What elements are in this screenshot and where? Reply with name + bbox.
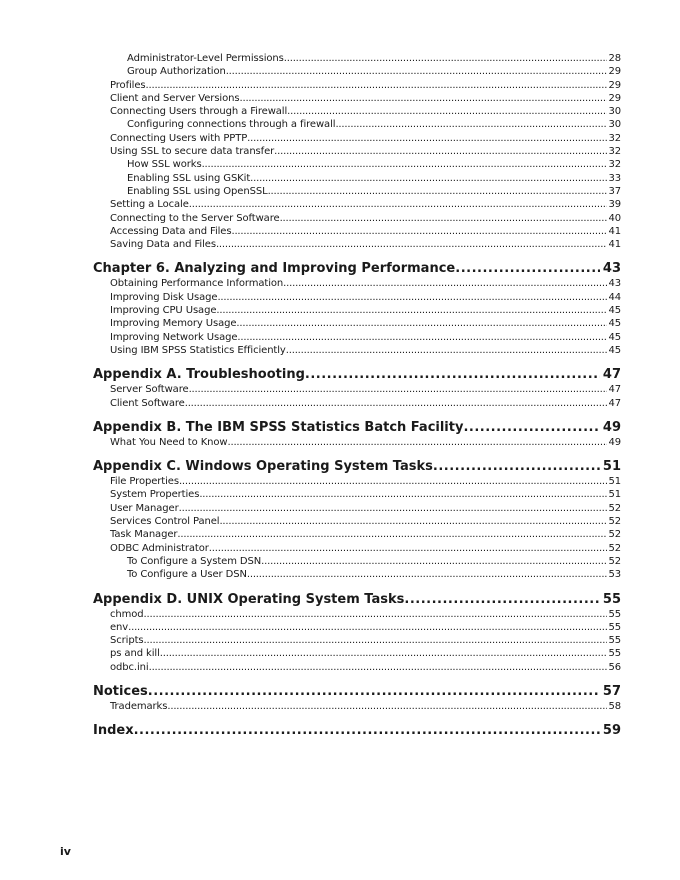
toc-entry-title: Appendix A. Troubleshooting — [93, 367, 305, 383]
toc-entry[interactable] — [93, 344, 621, 357]
dot-leader — [239, 92, 607, 105]
toc-entry-title: What You Need to Know — [110, 436, 228, 448]
dot-leader — [148, 684, 600, 700]
toc-page-number: 53 — [608, 569, 621, 581]
toc-entry-title: Notices — [93, 683, 148, 699]
toc-chapter-entry[interactable] — [93, 459, 621, 475]
dot-leader — [463, 420, 599, 436]
toc-chapter-entry[interactable] — [93, 261, 621, 277]
dot-leader — [231, 225, 607, 238]
toc-page-number: 59 — [602, 723, 621, 739]
toc-entry[interactable] — [93, 528, 621, 541]
toc-page-number: 44 — [608, 291, 621, 303]
toc-entry[interactable] — [93, 158, 621, 171]
table-of-contents — [93, 52, 621, 739]
toc-page-number: 43 — [608, 278, 621, 290]
toc-entry[interactable] — [93, 65, 621, 78]
toc-entry[interactable] — [93, 542, 621, 555]
toc-entry-title: Chapter 6. Analyzing and Improving Performance — [93, 261, 456, 277]
toc-entry-title: ODBC Administrator — [110, 542, 209, 554]
toc-page-number: 58 — [608, 700, 621, 712]
toc-entry-title: System Properties — [110, 489, 200, 501]
dot-leader — [144, 608, 608, 621]
toc-entry-title: Connecting Users through a Firewall — [110, 106, 288, 118]
toc-entry[interactable] — [93, 317, 621, 330]
toc-entry[interactable] — [93, 383, 621, 396]
toc-chapter-entry[interactable] — [93, 592, 621, 608]
toc-entry-title: odbc.ini — [110, 661, 149, 673]
dot-leader — [167, 700, 607, 713]
toc-entry[interactable] — [93, 105, 621, 118]
dot-leader — [404, 592, 600, 608]
dot-leader — [209, 542, 608, 555]
toc-entry-title: ps and kill — [110, 648, 160, 660]
dot-leader — [433, 459, 600, 475]
dot-leader — [284, 52, 608, 65]
toc-entry[interactable] — [93, 185, 621, 198]
toc-page-number: 49 — [608, 436, 621, 448]
dot-leader — [177, 528, 607, 541]
toc-page-number: 51 — [608, 489, 621, 501]
toc-entry[interactable] — [93, 238, 621, 251]
toc-page-number: 47 — [608, 397, 621, 409]
toc-page-number: 57 — [602, 683, 621, 699]
toc-page-number: 29 — [608, 92, 621, 104]
toc-page-number: 30 — [608, 119, 621, 131]
dot-leader — [179, 475, 608, 488]
toc-entry-title: Trademarks — [110, 700, 168, 712]
dot-leader — [305, 367, 600, 383]
toc-entry-title: To Configure a System DSN — [127, 555, 262, 567]
toc-entry-title: Saving Data and Files — [110, 239, 216, 251]
toc-entry-title: Index — [93, 723, 134, 739]
toc-page-number: 40 — [608, 212, 621, 224]
toc-entry-title: Group Authorization — [127, 66, 226, 78]
toc-chapter-entry[interactable] — [93, 367, 621, 383]
dot-leader — [189, 198, 608, 211]
page-number: iv — [60, 845, 71, 858]
toc-page-number: 39 — [608, 199, 621, 211]
toc-entry-title: Task Manager — [110, 529, 178, 541]
dot-leader — [280, 212, 608, 225]
toc-entry[interactable] — [93, 502, 621, 515]
toc-entry-title: Appendix C. Windows Operating System Tasks — [93, 459, 433, 475]
toc-page-number: 32 — [608, 159, 621, 171]
toc-entry[interactable] — [93, 397, 621, 410]
toc-entry[interactable] — [93, 198, 621, 211]
dot-leader — [274, 145, 607, 158]
dot-leader — [287, 105, 607, 118]
dot-leader — [228, 436, 608, 449]
dot-leader — [179, 502, 608, 515]
dot-leader — [247, 568, 608, 581]
toc-entry-title: User Manager — [110, 502, 179, 514]
toc-page-number: 51 — [608, 476, 621, 488]
dot-leader — [202, 158, 608, 171]
toc-entry[interactable] — [93, 225, 621, 238]
toc-entry[interactable] — [93, 555, 621, 568]
dot-leader — [219, 515, 607, 528]
toc-page-number: 55 — [608, 608, 621, 620]
dot-leader — [149, 661, 608, 674]
toc-page-number: 55 — [602, 591, 621, 607]
toc-entry-title: Setting a Locale — [110, 199, 189, 211]
toc-entry-title: Improving CPU Usage — [110, 305, 217, 317]
toc-entry-title: Accessing Data and Files — [110, 225, 232, 237]
toc-entry[interactable] — [93, 145, 621, 158]
toc-chapter-entry[interactable] — [93, 420, 621, 436]
dot-leader — [128, 621, 607, 634]
dot-leader — [237, 331, 607, 344]
dot-leader — [189, 383, 608, 396]
toc-entry-title: Client Software — [110, 397, 185, 409]
toc-entry[interactable] — [93, 568, 621, 581]
toc-entry[interactable] — [93, 488, 621, 501]
toc-page-number: 52 — [608, 542, 621, 554]
toc-entry-title: File Properties — [110, 476, 179, 488]
toc-chapter-entry[interactable] — [93, 723, 621, 739]
dot-leader — [185, 397, 608, 410]
toc-page-number: 33 — [608, 172, 621, 184]
toc-entry[interactable] — [93, 132, 621, 145]
toc-entry-title: Scripts — [110, 635, 144, 647]
toc-page-number: 41 — [608, 225, 621, 237]
toc-page-number: 28 — [608, 53, 621, 64]
toc-page-number: 30 — [608, 106, 621, 118]
toc-entry[interactable] — [93, 277, 621, 290]
dot-leader — [455, 261, 600, 277]
toc-entry[interactable] — [93, 634, 621, 647]
toc-page-number: 32 — [608, 146, 621, 158]
toc-chapter-entry[interactable] — [93, 684, 621, 700]
toc-entry-title: chmod — [110, 608, 144, 620]
dot-leader — [134, 723, 600, 739]
toc-entry[interactable] — [93, 304, 621, 317]
dot-leader — [146, 79, 608, 92]
toc-entry[interactable] — [93, 118, 621, 131]
toc-entry[interactable] — [93, 331, 621, 344]
toc-entry-title: env — [110, 621, 129, 633]
toc-page-number: 29 — [608, 79, 621, 91]
toc-entry-title: Enabling SSL using OpenSSL — [127, 185, 268, 197]
toc-entry-title: Client and Server Versions — [110, 92, 240, 104]
toc-entry-title: Improving Network Usage — [110, 331, 238, 343]
toc-entry-title: Using SSL to secure data transfer — [110, 146, 275, 158]
dot-leader — [261, 555, 607, 568]
toc-page-number: 32 — [608, 132, 621, 144]
toc-entry-title: Appendix B. The IBM SPSS Statistics Batch Facility — [93, 419, 464, 435]
toc-page-number: 45 — [608, 344, 621, 356]
toc-page-number: 55 — [608, 621, 621, 633]
toc-entry[interactable] — [93, 79, 621, 92]
toc-page-number: 47 — [602, 367, 621, 383]
toc-page-number: 43 — [602, 261, 621, 277]
dot-leader — [335, 118, 607, 131]
toc-entry-title: Obtaining Performance Information — [110, 278, 284, 290]
toc-page-number: 51 — [602, 459, 621, 475]
toc-entry-title: Server Software — [110, 384, 189, 396]
toc-entry[interactable] — [93, 661, 621, 674]
toc-entry-title: Administrator-Level Permissions — [127, 53, 284, 64]
toc-entry[interactable] — [93, 608, 621, 621]
dot-leader — [250, 172, 607, 185]
toc-entry[interactable] — [93, 291, 621, 304]
toc-page-number: 45 — [608, 305, 621, 317]
dot-leader — [160, 647, 608, 660]
toc-page-number: 49 — [602, 419, 621, 435]
toc-page-number: 45 — [608, 331, 621, 343]
toc-entry-title: Improving Disk Usage — [110, 291, 218, 303]
toc-entry-title: Services Control Panel — [110, 516, 220, 528]
dot-leader — [144, 634, 608, 647]
toc-page-number: 52 — [608, 529, 621, 541]
toc-entry[interactable] — [93, 700, 621, 713]
dot-leader — [226, 65, 608, 78]
toc-entry[interactable] — [93, 647, 621, 660]
toc-entry[interactable] — [93, 515, 621, 528]
toc-entry-title: To Configure a User DSN — [127, 569, 247, 581]
toc-entry[interactable] — [93, 172, 621, 185]
toc-page-number: 29 — [608, 66, 621, 78]
toc-page-number: 52 — [608, 502, 621, 514]
toc-page-number: 56 — [608, 661, 621, 673]
dot-leader — [216, 304, 607, 317]
toc-page-number: 45 — [608, 318, 621, 330]
toc-entry[interactable] — [93, 212, 621, 225]
toc-entry[interactable] — [93, 436, 621, 449]
toc-page-number: 55 — [608, 635, 621, 647]
dot-leader — [283, 277, 607, 290]
toc-entry-title: Appendix D. UNIX Operating System Tasks — [93, 591, 405, 607]
toc-entry-title: Connecting Users with PPTP — [110, 132, 248, 144]
toc-entry[interactable] — [93, 92, 621, 105]
toc-page-number: 37 — [608, 185, 621, 197]
toc-entry-title: Profiles — [110, 79, 146, 91]
dot-leader — [286, 344, 608, 357]
toc-page-number: 41 — [608, 239, 621, 251]
toc-page-number: 47 — [608, 384, 621, 396]
toc-entry[interactable] — [93, 475, 621, 488]
toc-entry-title: Improving Memory Usage — [110, 318, 237, 330]
dot-leader — [236, 317, 607, 330]
toc-page-number: 52 — [608, 516, 621, 528]
dot-leader — [268, 185, 608, 198]
toc-entry-title: Configuring connections through a firewall — [127, 119, 336, 131]
toc-entry[interactable] — [93, 621, 621, 634]
dot-leader — [216, 238, 608, 251]
dot-leader — [217, 291, 607, 304]
toc-entry[interactable] — [93, 52, 621, 65]
toc-entry-title: Using IBM SPSS Statistics Efficiently — [110, 344, 286, 356]
dot-leader — [247, 132, 607, 145]
toc-entry-title: How SSL works — [127, 159, 202, 171]
toc-entry-title: Connecting to the Server Software — [110, 212, 280, 224]
toc-page-number: 52 — [608, 555, 621, 567]
toc-entry-title: Enabling SSL using GSKit — [127, 172, 251, 184]
dot-leader — [199, 488, 607, 501]
toc-page-number: 55 — [608, 648, 621, 660]
